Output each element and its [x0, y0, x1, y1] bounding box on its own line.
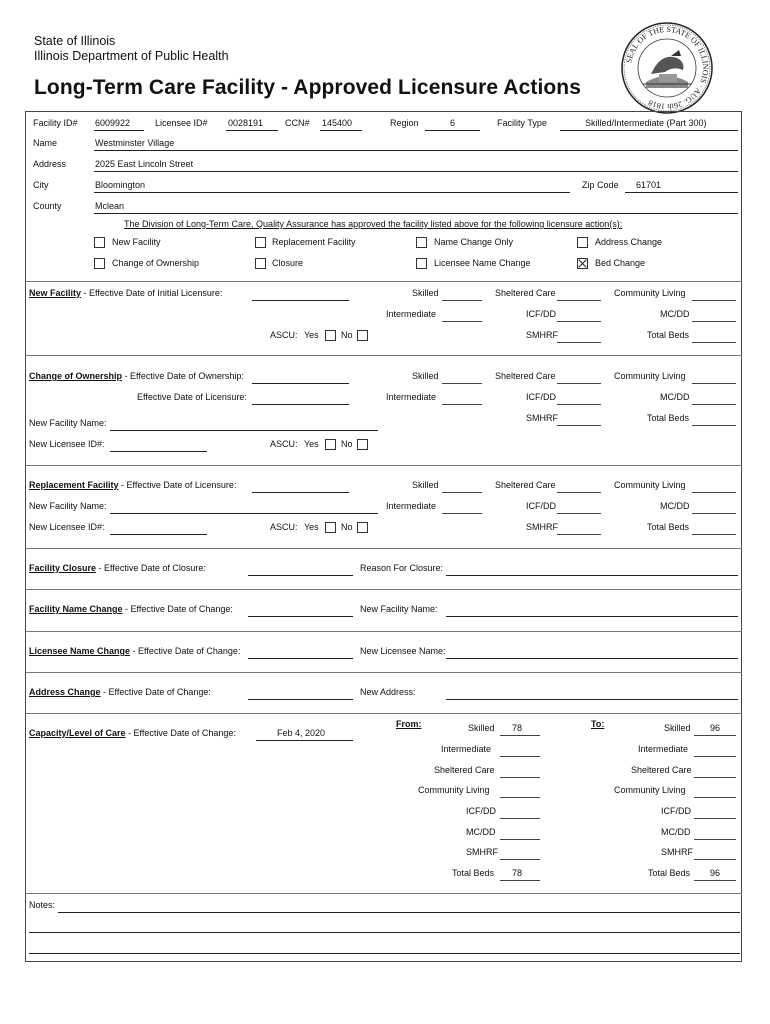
fnc-new-name-label: New Facility Name:: [360, 604, 438, 614]
cho-intermediate-field[interactable]: [442, 404, 482, 405]
from-sheltered-label: Sheltered Care: [434, 765, 495, 775]
from-community-field[interactable]: [500, 797, 540, 798]
cho-skilled-label: Skilled: [412, 371, 439, 381]
new-facility-section-heading: New Facility - Effective Date of Initial Licensure:: [29, 288, 223, 298]
address-change-label: Address Change: [595, 237, 663, 247]
to-total-label: Total Beds: [648, 868, 691, 878]
to-community-field[interactable]: [694, 797, 736, 798]
nf-skilled-field[interactable]: [442, 300, 482, 301]
cho-new-licensee-id-field[interactable]: [110, 451, 207, 452]
cho-skilled-field[interactable]: [442, 383, 482, 384]
from-mcdd-label: MC/DD: [466, 827, 496, 837]
city-field[interactable]: [94, 192, 570, 193]
address-value: 2025 East Lincoln Street: [95, 159, 194, 169]
divider: [25, 589, 742, 590]
rep-ascu-no-checkbox[interactable]: [357, 522, 368, 533]
to-intermediate-field[interactable]: [694, 756, 736, 757]
cho-yes-label: Yes: [304, 439, 319, 449]
county-value: Mclean: [95, 201, 125, 211]
rep-smhrf-field[interactable]: [557, 534, 601, 535]
rep-new-licensee-id-field[interactable]: [110, 534, 207, 535]
actions-intro: The Division of Long-Term Care, Quality Assurance has approved the facility listed above for the following licensure action(s):: [124, 219, 623, 229]
notes-line-3[interactable]: [29, 953, 740, 954]
region-value: 6: [450, 118, 456, 128]
from-skilled-label: Skilled: [468, 723, 495, 733]
licensee-name-change-checkbox[interactable]: [416, 258, 427, 269]
rep-mcdd-field[interactable]: [692, 513, 736, 514]
cho-no-label: No: [341, 439, 353, 449]
state-name: State of Illinois: [34, 34, 116, 48]
address-change-checkbox[interactable]: [577, 237, 588, 248]
region-field[interactable]: [425, 130, 480, 131]
fnc-date-field[interactable]: [248, 616, 353, 617]
nf-sheltered-label: Sheltered Care: [495, 288, 556, 298]
to-mcdd-label: MC/DD: [661, 827, 691, 837]
cho-ascu-yes-checkbox[interactable]: [325, 439, 336, 450]
nf-ascu-yes-checkbox[interactable]: [325, 330, 336, 341]
zip-field[interactable]: [625, 192, 738, 193]
nf-total-label: Total Beds: [647, 330, 690, 340]
closure-date-field[interactable]: [248, 575, 353, 576]
to-community-label: Community Living: [614, 785, 686, 795]
nf-skilled-label: Skilled: [412, 288, 439, 298]
change-of-ownership-label: Change of Ownership: [112, 258, 200, 268]
name-field[interactable]: [94, 150, 738, 151]
rep-section-heading: Replacement Facility - Effective Date of Licensure:: [29, 480, 237, 490]
to-sheltered-field[interactable]: [694, 777, 736, 778]
department-name: Illinois Department of Public Health: [34, 49, 229, 63]
nf-ascu-no-checkbox[interactable]: [357, 330, 368, 341]
cho-icfdd-field[interactable]: [557, 404, 601, 405]
notes-line-2[interactable]: [29, 932, 740, 933]
nf-total-field[interactable]: [692, 342, 736, 343]
rep-date-field[interactable]: [252, 492, 349, 493]
divider: [25, 713, 742, 714]
closure-checkbox[interactable]: [255, 258, 266, 269]
address-label: Address: [33, 159, 67, 169]
fnc-new-name-field[interactable]: [446, 616, 738, 617]
facility-id-field[interactable]: [94, 130, 144, 131]
rep-sheltered-field[interactable]: [557, 492, 601, 493]
ccn-field[interactable]: [320, 130, 362, 131]
notes-label: Notes:: [29, 900, 56, 910]
region-label: Region: [390, 118, 419, 128]
rep-new-licensee-id-label: New Licensee ID#:: [29, 522, 105, 532]
rep-mcdd-label: MC/DD: [660, 501, 690, 511]
from-total-value: 78: [512, 868, 523, 878]
rep-ascu-label: ASCU:: [270, 522, 298, 532]
nf-no-label: No: [341, 330, 353, 340]
divider: [25, 548, 742, 549]
name-change-only-label: Name Change Only: [434, 237, 514, 247]
cho-total-label: Total Beds: [647, 413, 690, 423]
facility-type-label: Facility Type: [497, 118, 547, 128]
rep-intermediate-label: Intermediate: [386, 501, 437, 511]
cho-community-label: Community Living: [614, 371, 686, 381]
from-skilled-field[interactable]: [500, 735, 540, 736]
cho-ascu-label: ASCU:: [270, 439, 298, 449]
divider: [25, 893, 742, 894]
closure-reason-field[interactable]: [446, 575, 738, 576]
cho-new-licensee-id-label: New Licensee ID#:: [29, 439, 105, 449]
from-total-field[interactable]: [500, 880, 540, 881]
new-facility-date-field[interactable]: [252, 300, 349, 301]
from-total-label: Total Beds: [452, 868, 495, 878]
lnc-section-heading: Licensee Name Change - Effective Date of Change:: [29, 646, 241, 656]
replacement-facility-label: Replacement Facility: [272, 237, 356, 247]
rep-smhrf-label: SMHRF: [526, 522, 558, 532]
bed-change-label: Bed Change: [595, 258, 646, 268]
cap-section-heading: Capacity/Level of Care - Effective Date of Change:: [29, 728, 236, 738]
from-smhrf-field[interactable]: [500, 859, 540, 860]
rep-no-label: No: [341, 522, 353, 532]
notes-line-1[interactable]: [58, 912, 740, 913]
rep-skilled-label: Skilled: [412, 480, 439, 490]
nf-smhrf-label: SMHRF: [526, 330, 558, 340]
cho-licensure-date-field[interactable]: [252, 404, 349, 405]
divider: [25, 281, 742, 282]
from-smhrf-label: SMHRF: [466, 847, 498, 857]
lnc-date-field[interactable]: [248, 658, 353, 659]
cho-smhrf-label: SMHRF: [526, 413, 558, 423]
to-icfdd-label: ICF/DD: [661, 806, 691, 816]
zip-label: Zip Code: [582, 180, 619, 190]
to-smhrf-field[interactable]: [694, 859, 736, 860]
nf-community-field[interactable]: [692, 300, 736, 301]
addr-new-label: New Address:: [360, 687, 416, 697]
city-label: City: [33, 180, 49, 190]
to-mcdd-field[interactable]: [694, 839, 736, 840]
rep-ascu-yes-checkbox[interactable]: [325, 522, 336, 533]
svg-text:SEAL OF THE STATE OF ILLINOIS: SEAL OF THE STATE OF ILLINOIS · AUG. 26th 1818: [624, 24, 711, 112]
licensee-id-value: 0028191: [228, 118, 264, 128]
divider: [25, 672, 742, 673]
state-seal-icon: [621, 22, 713, 114]
rep-total-field[interactable]: [692, 534, 736, 535]
addr-new-field[interactable]: [446, 699, 738, 700]
to-smhrf-label: SMHRF: [661, 847, 693, 857]
cho-new-facility-name-field[interactable]: [110, 430, 378, 431]
facility-type-field[interactable]: [560, 130, 738, 131]
cho-sheltered-field[interactable]: [557, 383, 601, 384]
closure-section-heading: Facility Closure - Effective Date of Closure:: [29, 563, 206, 573]
lnc-new-name-field[interactable]: [446, 658, 738, 659]
zip-value: 61701: [636, 180, 662, 190]
divider: [25, 465, 742, 466]
from-sheltered-field[interactable]: [500, 777, 540, 778]
nf-community-label: Community Living: [614, 288, 686, 298]
new-facility-checkbox[interactable]: [94, 237, 105, 248]
cho-mcdd-label: MC/DD: [660, 392, 690, 402]
facility-id-label: Facility ID#: [33, 118, 78, 128]
licensee-id-label: Licensee ID#: [155, 118, 208, 128]
replacement-facility-checkbox[interactable]: [255, 237, 266, 248]
cap-date-field[interactable]: [256, 740, 353, 741]
rep-sheltered-label: Sheltered Care: [495, 480, 556, 490]
cap-from-heading: From:: [396, 719, 422, 729]
rep-skilled-field[interactable]: [442, 492, 482, 493]
cho-intermediate-label: Intermediate: [386, 392, 437, 402]
from-skilled-value: 78: [512, 723, 523, 733]
lnc-new-name-label: New Licensee Name:: [360, 646, 446, 656]
cho-icfdd-label: ICF/DD: [526, 392, 556, 402]
cho-community-field[interactable]: [692, 383, 736, 384]
divider: [25, 355, 742, 356]
cho-ownership-date-field[interactable]: [252, 383, 349, 384]
nf-mcdd-label: MC/DD: [660, 309, 690, 319]
closure-reason-label: Reason For Closure:: [360, 563, 444, 573]
licensee-name-change-label: Licensee Name Change: [434, 258, 531, 268]
from-intermediate-field[interactable]: [500, 756, 540, 757]
rep-intermediate-field[interactable]: [442, 513, 482, 514]
name-change-only-checkbox[interactable]: [416, 237, 427, 248]
rep-yes-label: Yes: [304, 522, 319, 532]
from-icfdd-label: ICF/DD: [466, 806, 496, 816]
to-skilled-field[interactable]: [694, 735, 736, 736]
from-mcdd-field[interactable]: [500, 839, 540, 840]
closure-label: Closure: [272, 258, 304, 268]
addr-section-heading: Address Change - Effective Date of Change:: [29, 687, 211, 697]
nf-yes-label: Yes: [304, 330, 319, 340]
to-intermediate-label: Intermediate: [638, 744, 689, 754]
bed-change-checkbox[interactable]: [577, 258, 588, 269]
rep-new-facility-name-field[interactable]: [110, 513, 378, 514]
fnc-section-heading: Facility Name Change - Effective Date of Change:: [29, 604, 233, 614]
nf-ascu-label: ASCU:: [270, 330, 298, 340]
new-facility-label: New Facility: [112, 237, 161, 247]
county-field[interactable]: [94, 213, 738, 214]
nf-intermediate-field[interactable]: [442, 321, 482, 322]
cho-sheltered-label: Sheltered Care: [495, 371, 556, 381]
cap-to-heading: To:: [591, 719, 605, 729]
cho-total-field[interactable]: [692, 425, 736, 426]
cho-ascu-no-checkbox[interactable]: [357, 439, 368, 450]
rep-community-field[interactable]: [692, 492, 736, 493]
nf-smhrf-field[interactable]: [557, 342, 601, 343]
name-label: Name: [33, 138, 58, 148]
rep-icfdd-field[interactable]: [557, 513, 601, 514]
from-icfdd-field[interactable]: [500, 818, 540, 819]
to-total-field[interactable]: [694, 880, 736, 881]
cap-date-value: Feb 4, 2020: [277, 728, 326, 738]
nf-icfdd-label: ICF/DD: [526, 309, 556, 319]
page-title: Long-Term Care Facility - Approved Licensure Actions: [34, 76, 582, 99]
to-skilled-label: Skilled: [664, 723, 691, 733]
cho-new-facility-name-label: New Facility Name:: [29, 418, 107, 428]
ccn-label: CCN#: [285, 118, 310, 128]
nf-mcdd-field[interactable]: [692, 321, 736, 322]
ccn-value: 145400: [322, 118, 353, 128]
city-value: Bloomington: [95, 180, 146, 190]
nf-sheltered-field[interactable]: [557, 300, 601, 301]
cho-mcdd-field[interactable]: [692, 404, 736, 405]
facility-type-value: Skilled/Intermediate (Part 300): [585, 118, 707, 128]
nf-icfdd-field[interactable]: [557, 321, 601, 322]
divider: [25, 631, 742, 632]
rep-new-facility-name-label: New Facility Name:: [29, 501, 107, 511]
addr-date-field[interactable]: [248, 699, 353, 700]
cho-smhrf-field[interactable]: [557, 425, 601, 426]
from-intermediate-label: Intermediate: [441, 744, 492, 754]
rep-total-label: Total Beds: [647, 522, 690, 532]
nf-intermediate-label: Intermediate: [386, 309, 437, 319]
rep-community-label: Community Living: [614, 480, 686, 490]
to-skilled-value: 96: [710, 723, 721, 733]
to-total-value: 96: [710, 868, 721, 878]
licensee-id-field[interactable]: [226, 130, 278, 131]
address-field[interactable]: [94, 171, 738, 172]
facility-id-value: 6009922: [95, 118, 131, 128]
to-sheltered-label: Sheltered Care: [631, 765, 692, 775]
to-icfdd-field[interactable]: [694, 818, 736, 819]
from-community-label: Community Living: [418, 785, 490, 795]
rep-icfdd-label: ICF/DD: [526, 501, 556, 511]
change-of-ownership-checkbox[interactable]: [94, 258, 105, 269]
name-value: Westminster Village: [95, 138, 175, 148]
cho-section-heading: Change of Ownership - Effective Date of Ownership:: [29, 371, 244, 381]
cho-licensure-label: Effective Date of Licensure:: [137, 392, 247, 402]
county-label: County: [33, 201, 62, 211]
